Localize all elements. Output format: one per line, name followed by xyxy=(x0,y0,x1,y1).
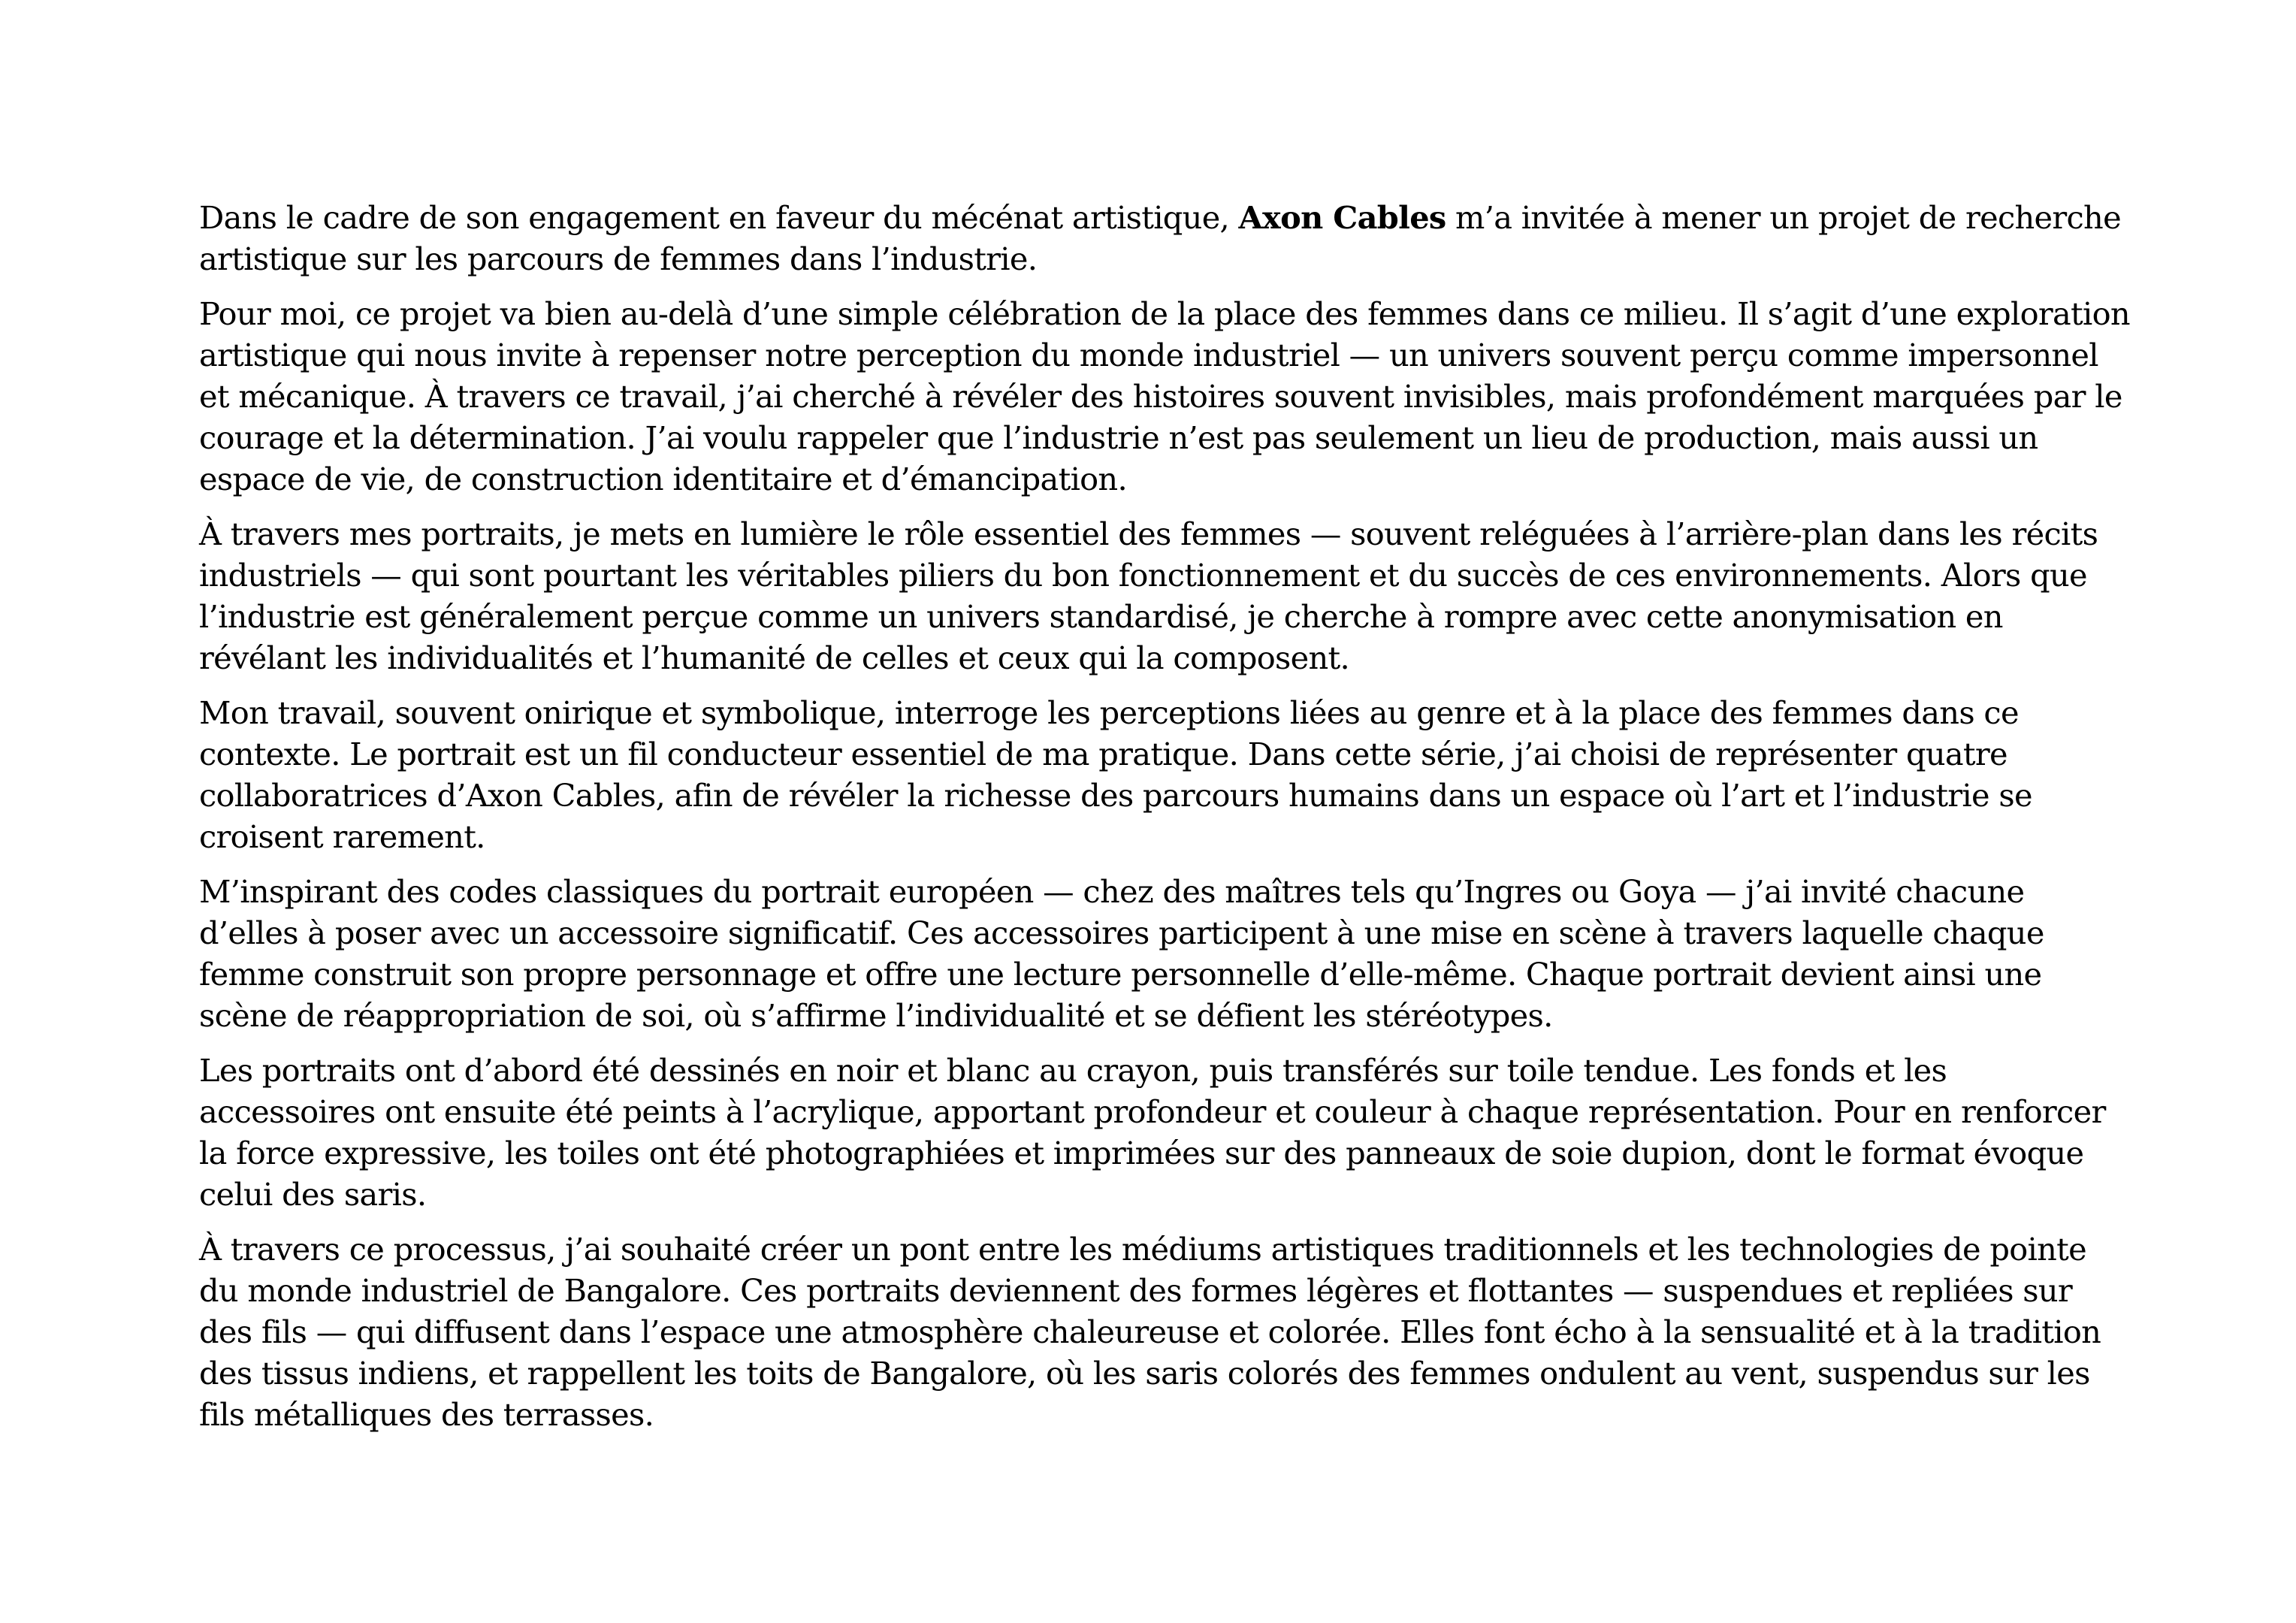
paragraph-1-intro: Dans le cadre de son engagement en faveur du mécénat artistique, xyxy=(199,199,1239,236)
paragraph-1 xyxy=(199,197,2130,280)
paragraph-1-rest: m’a invitée à mener un projet de recherche artistique sur les parcours de femmes dans l’industrie. xyxy=(199,199,2121,277)
paragraph-4: Mon travail, souvent onirique et symbolique, interroge les perceptions liées au genre et à la place des femmes dans ce contexte. Le portrait est un fil conducteur essentiel de ma pratique. Dans cette série, j’ai choisi de représenter quatre collaboratrices d’Axon Cables, afin de révéler la richesse des parcours humains dans un espace où l’art et l’industrie se croisent rarement. xyxy=(199,694,2032,855)
paragraph-7: À travers ce processus, j’ai souhaité créer un pont entre les médiums artistiques traditionnels et les technologies de pointe du monde industriel de Bangalore. Ces portraits deviennent des formes légères et flottantes — suspendues et repliées sur des fils — qui diffusent dans l’espace une atmosphère chaleureuse et colorée. Elles font écho à la sensualité et à la tradition des tissus indiens, et rappellent les toits de Bangalore, où les saris colorés des femmes ondulent au vent, suspendus sur les fils métalliques des terrasses. xyxy=(199,1231,2101,1433)
paragraph-3: À travers mes portraits, je mets en lumière le rôle essentiel des femmes — souvent reléguées à l’arrière-plan dans les récits industriels — qui sont pourtant les véritables piliers du bon fonctionnement et du succès de ces environnements. Alors que l’industrie est généralement perçue comme un univers standardisé, je cherche à rompre avec cette anonymisation en révélant les individualités et l’humanité de celles et ceux qui la composent. xyxy=(199,515,2098,676)
company-name: Axon Cables xyxy=(1238,199,1446,236)
paragraph-2: Pour moi, ce projet va bien au-delà d’une simple célébration de la place des femmes dans ce milieu. Il s’agit d’une exploration artistique qui nous invite à repenser notre perception du monde industriel — un univers souvent perçu comme impersonnel et mécanique. À travers ce travail, j’ai cherché à révéler des histoires souvent invisibles, mais profondément marquées par le courage et la détermination. J’ai voulu rappeler que l’industrie n’est pas seulement un lieu de production, mais aussi un espace de vie, de construction identitaire et d’émancipation. xyxy=(199,295,2130,497)
paragraph-5: M’inspirant des codes classiques du portrait européen — chez des maîtres tels qu’Ingres ou Goya — j’ai invité chacune d’elles à poser avec un accessoire significatif. Ces accessoires participent à une mise en scène à travers laquelle chaque femme construit son propre personnage et offre une lecture personnelle d’elle-même. Chaque portrait devient ainsi une scène de réappropriation de soi, où s’affirme l’individualité et se défient les stéréotypes. xyxy=(199,873,2044,1034)
document-body xyxy=(199,197,2130,1449)
paragraph-6: Les portraits ont d’abord été dessinés en noir et blanc au crayon, puis transférés sur toile tendue. Les fonds et les accessoires ont ensuite été peints à l’acrylique, apportant profondeur et couleur à chaque représentation. Pour en renforcer la force expressive, les toiles ont été photographiées et imprimées sur des panneaux de soie dupion, dont le format évoque celui des saris. xyxy=(199,1052,2106,1213)
